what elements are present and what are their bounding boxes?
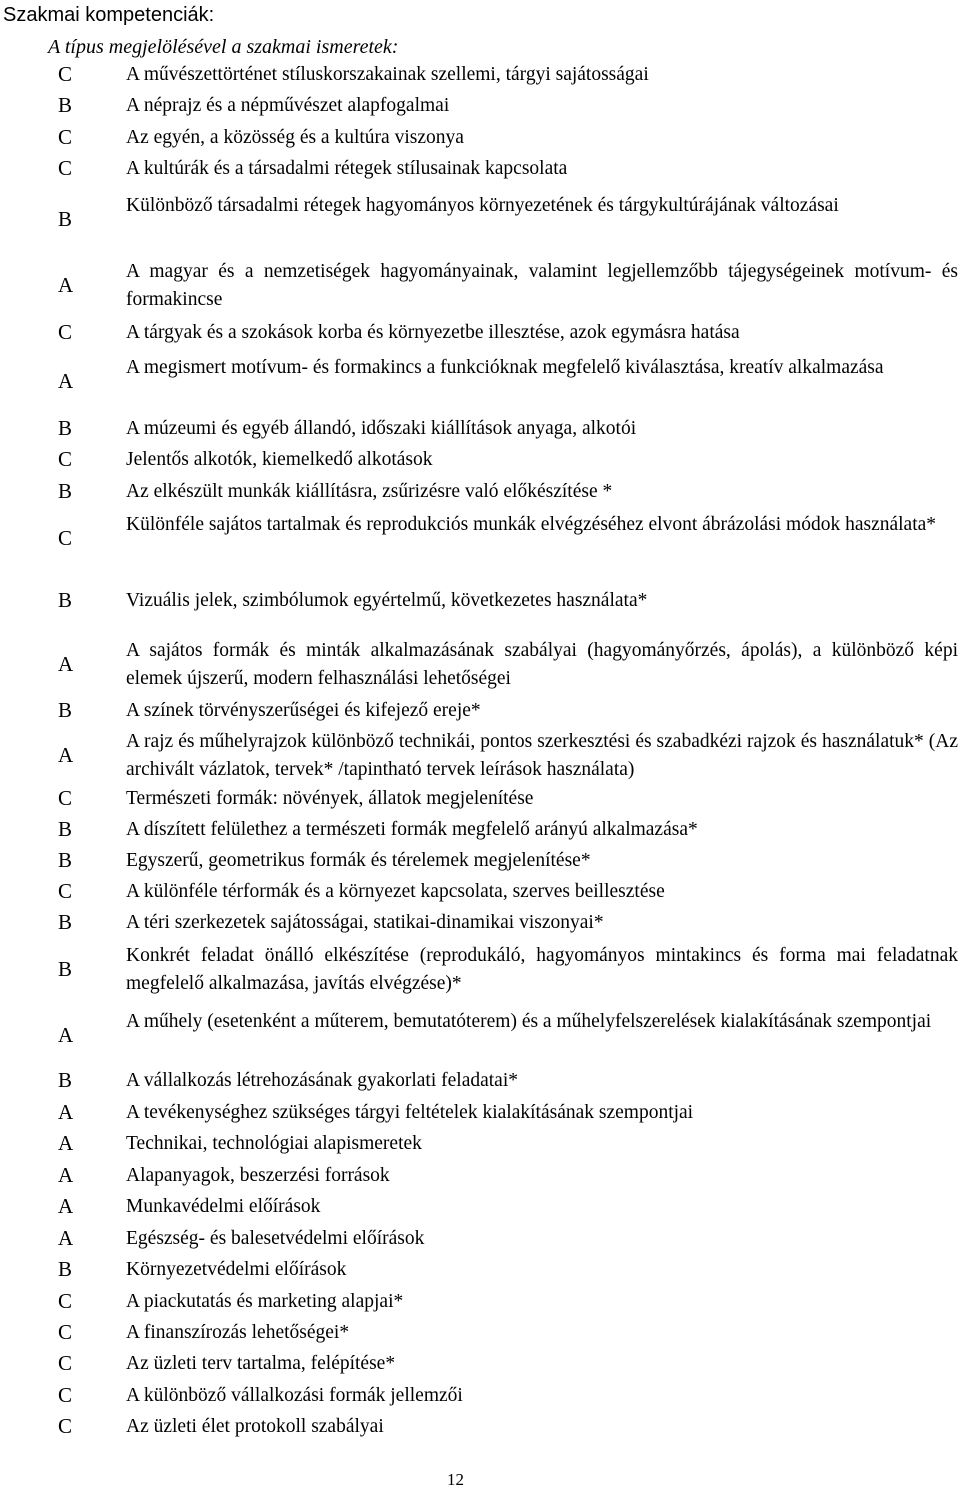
level-letter: A	[58, 652, 74, 676]
item-text: Az elkészült munkák kiállításra, zsűrizésre való előkészítése *	[126, 481, 613, 502]
level-letter: B	[58, 957, 73, 981]
item-text: Az üzleti élet protokoll szabályai	[126, 1416, 384, 1437]
item-text: A megismert motívum- és formakincs a funkcióknak megfelelő kiválasztása, kreatív alkalmazása	[126, 357, 884, 378]
level-letter: C	[58, 1289, 73, 1313]
item-text: Különböző társadalmi rétegek hagyományos környezetének és tárgykultúrájának változásai	[126, 195, 839, 216]
item-text: A rajz és műhelyrajzok különböző technikái, pontos szerkesztési és szabadkézi rajzok és használatuk* (Az archivált vázlatok, tervek* /tapintható tervek leírások használata)	[126, 731, 958, 780]
level-letter: B	[58, 698, 73, 722]
item-text: A múzeumi és egyéb állandó, időszaki kiállítások anyaga, alkotói	[126, 418, 637, 439]
level-letter: B	[58, 93, 73, 117]
level-letter: B	[58, 416, 73, 440]
level-letter: C	[58, 879, 73, 903]
item-text: A vállalkozás létrehozásának gyakorlati feladatai*	[126, 1070, 518, 1091]
level-letter: A	[58, 1194, 74, 1218]
level-letter: B	[58, 848, 73, 872]
level-letter: C	[58, 526, 73, 550]
level-letter: A	[58, 1226, 74, 1250]
level-letter: B	[58, 1257, 73, 1281]
level-letter: C	[58, 320, 73, 344]
level-letter: A	[58, 743, 74, 767]
level-letter: C	[58, 1351, 73, 1375]
level-letter: B	[58, 588, 73, 612]
level-letter: A	[58, 369, 74, 393]
item-text: A színek törvényszerűségei és kifejező ereje*	[126, 700, 481, 721]
level-letter: C	[58, 156, 73, 180]
page-number: 12	[447, 1470, 464, 1489]
level-letter: C	[58, 62, 73, 86]
item-text: Konkrét feladat önálló elkészítése (reprodukáló, hagyományos mintakincs és forma mai feladatnak megfelelő alkalmazása, javítás elvégzése)*	[126, 945, 958, 994]
item-text: Egyszerű, geometrikus formák és térelemek megjelenítése*	[126, 850, 591, 871]
item-text: Különféle sajátos tartalmak és reprodukciós munkák elvégzéséhez elvont ábrázolási módok használata*	[126, 514, 937, 535]
item-text: Munkavédelmi előírások	[126, 1196, 321, 1217]
heading: Szakmai kompetenciák:	[3, 4, 215, 26]
item-text: Az üzleti terv tartalma, felépítése*	[126, 1353, 396, 1374]
item-text: A néprajz és a népművészet alapfogalmai	[126, 95, 450, 116]
level-letter: C	[58, 1383, 73, 1407]
level-letter: B	[58, 207, 73, 231]
level-letter: A	[58, 1131, 74, 1155]
level-letter: B	[58, 910, 73, 934]
item-text: A díszített felülethez a természeti formák megfelelő arányú alkalmazása*	[126, 819, 698, 840]
item-text: A téri szerkezetek sajátosságai, statikai-dinamikai viszonyai*	[126, 912, 604, 933]
level-letter: C	[58, 786, 73, 810]
item-text: Jelentős alkotók, kiemelkedő alkotások	[126, 449, 433, 470]
item-text: A tevékenységhez szükséges tárgyi feltételek kialakításának szempontjai	[126, 1102, 694, 1123]
level-letter: A	[58, 1163, 74, 1187]
item-text: Egészség- és balesetvédelmi előírások	[126, 1228, 425, 1249]
level-letter: C	[58, 1320, 73, 1344]
item-text: A magyar és a nemzetiségek hagyományainak, valamint legjellemzőbb tájegységeinek motívum- és formakincse	[126, 261, 958, 310]
item-text: Az egyén, a közösség és a kultúra viszonya	[126, 127, 464, 148]
item-text: Technikai, technológiai alapismeretek	[126, 1133, 422, 1154]
level-letter: C	[58, 447, 73, 471]
item-text: Vizuális jelek, szimbólumok egyértelmű, következetes használata*	[126, 590, 648, 611]
item-text: A különféle térformák és a környezet kapcsolata, szerves beillesztése	[126, 881, 665, 902]
item-text: Természeti formák: növények, állatok megjelenítése	[126, 788, 534, 809]
item-text: A sajátos formák és minták alkalmazásának szabályai (hagyományőrzés, ápolás), a különböző képi elemek újszerű, modern felhasználási lehetőségei	[126, 640, 958, 689]
item-text: Környezetvédelmi előírások	[126, 1259, 347, 1280]
level-letter: C	[58, 1414, 73, 1438]
item-text: A finanszírozás lehetőségei*	[126, 1322, 350, 1343]
level-letter: B	[58, 479, 73, 503]
item-text: Alapanyagok, beszerzési források	[126, 1165, 390, 1186]
level-letter: A	[58, 1100, 74, 1124]
level-letter: A	[58, 1023, 74, 1047]
item-text: A műhely (esetenként a műterem, bemutatóterem) és a műhelyfelszerelések kialakításának szempontjai	[126, 1011, 932, 1032]
item-text: A különböző vállalkozási formák jellemzői	[126, 1385, 463, 1406]
item-text: A művészettörténet stíluskorszakainak szellemi, tárgyi sajátosságai	[126, 64, 649, 85]
item-text: A tárgyak és a szokások korba és környezetbe illesztése, azok egymásra hatása	[126, 322, 740, 343]
level-letter: C	[58, 125, 73, 149]
level-letter: B	[58, 817, 73, 841]
item-text: A kultúrák és a társadalmi rétegek stílusainak kapcsolata	[126, 158, 568, 179]
level-letter: A	[58, 273, 74, 297]
item-text: A piackutatás és marketing alapjai*	[126, 1291, 404, 1312]
subheading: A típus megjelölésével a szakmai ismeretek:	[48, 36, 399, 58]
level-letter: B	[58, 1068, 73, 1092]
